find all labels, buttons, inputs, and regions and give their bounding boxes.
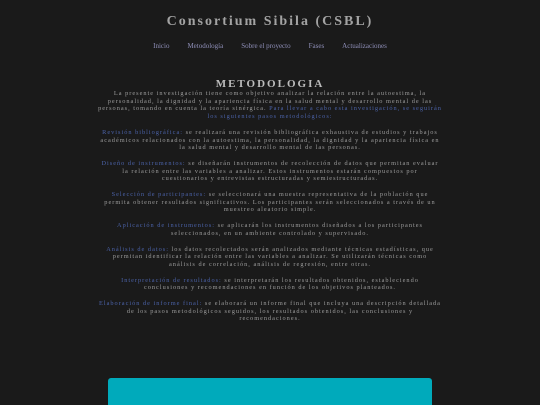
step-label: Análisis de datos: (106, 245, 169, 253)
step-label: Diseño de instrumentos: (101, 159, 186, 167)
nav-item-sobre-el-proyecto[interactable]: Sobre el proyecto (241, 42, 291, 50)
nav-item-fases[interactable]: Fases (308, 42, 325, 50)
intro-paragraph (98, 90, 442, 121)
main-nav (0, 42, 540, 50)
step-paragraph (98, 300, 442, 323)
step-paragraph (98, 160, 442, 183)
step-text: se aplicarán los instrumentos diseñados a los participantes seleccionados, en un ambiente controlado y supervisado. (170, 222, 423, 237)
step-text: se elaborará un informe final que incluya una descripción detallada de los pasos metodológicos seguidos, los resultados obtenidos, las conclusiones y recomendaciones. (126, 300, 441, 323)
step-text: se seleccionará una muestra representativa de la población que permita obtener resultados significativos. Los participantes serán seleccionados a través de un muestreo aleatorio simple. (104, 191, 436, 214)
step-text: se interpretarán los resultados obtenidos, estableciendo conclusiones y recomendaciones en función de los objetivos planteados. (143, 276, 419, 292)
step-paragraph (98, 277, 442, 292)
step-label: Selección de participantes: (111, 191, 207, 199)
step-label: Revisión bibliográfica: (102, 128, 184, 136)
step-paragraph (98, 246, 442, 269)
step-label: Interpretación de resultados: (121, 276, 222, 284)
nav-item-actualizaciones[interactable]: Actualizaciones (342, 42, 387, 50)
step-label: Elaboración de informe final: (99, 300, 203, 308)
site-title: Consortium Sibila (CSBL) (166, 14, 374, 29)
step-text: los datos recolectados serán analizados mediante técnicas estadísticas, que permitan identificar la relación entre las variables a analizar. Se utilizarán técnicas como análisis de correlación, análisis de regresión, entre otras. (112, 245, 434, 268)
step-text: se realizará una revisión bibliográfica exhaustiva de estudios y trabajos académicos relacionados con la autoestima, la personalidad, la dignidad y la apariencia física en la salud mental y desarrollo mental de las personas. (100, 128, 440, 152)
nav-item-metodologia[interactable]: Metodología (187, 42, 224, 50)
step-text: se diseñarán instrumentos de recolección de datos que permitan evaluar la relación entre las variables a analizar. Estos instrumentos estarán compuestos por cuestionarios y entrevistas estructuradas y semiestructuradas. (122, 159, 439, 183)
page-heading: METODOLOGIA (215, 78, 325, 91)
intro-highlight: Para llevar a cabo esta investigación, se seguirán los siguientes pasos metodológicos: (207, 105, 442, 121)
intro-text: La presente investigación tiene como objetivo analizar la relación entre la autoestima, la personalidad, la dignidad y la apariencia física en la salud mental y desarrollo mental de las personas, tomando en cuenta la teoría sinérgica. (98, 90, 433, 113)
step-label: Aplicación de instrumentos: (117, 222, 216, 230)
step-paragraph (98, 191, 442, 214)
step-paragraph (98, 222, 442, 237)
footer-banner (108, 378, 432, 405)
methodology-content (98, 90, 442, 331)
step-paragraph (98, 129, 442, 152)
nav-item-inicio[interactable]: Inicio (153, 42, 170, 50)
